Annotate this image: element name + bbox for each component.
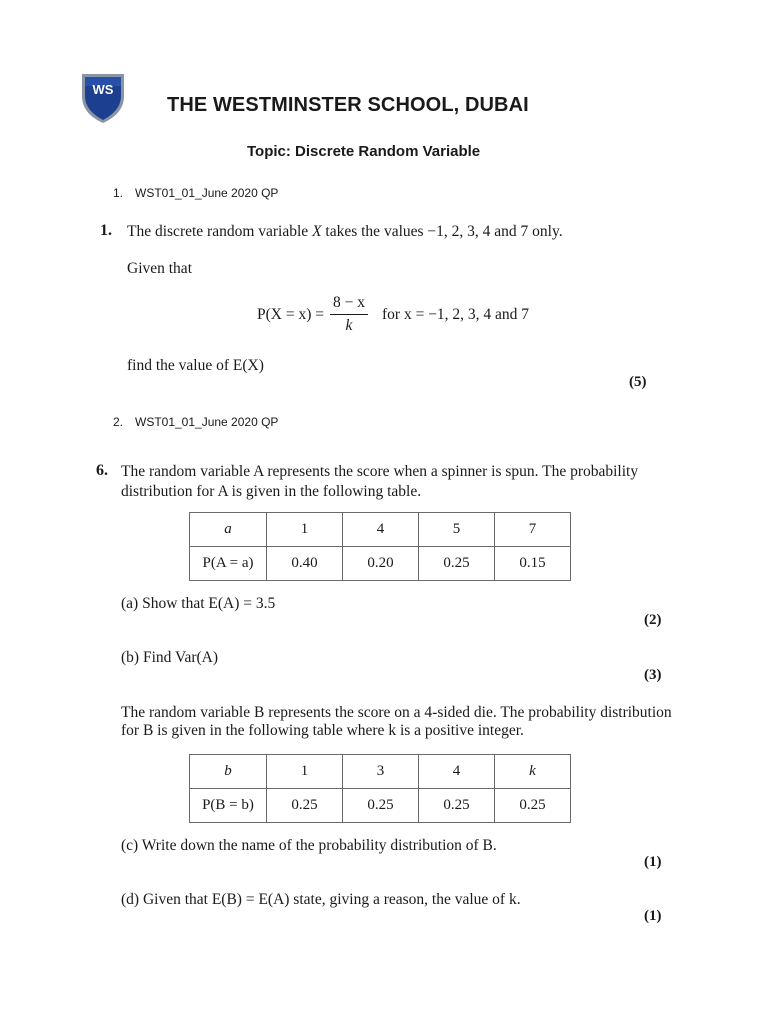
table-cell: k [495,755,571,789]
table-cell: 1 [267,513,343,547]
question-6-part-b: (b) Find Var(A) [121,649,219,666]
question-6-marks-d: (1) [644,908,662,924]
question-6-part-d: (d) Given that E(B) = E(A) state, giving a reason, the value of k. [121,891,521,908]
table-cell: 4 [419,755,495,789]
formula-fraction [330,294,368,335]
table-row [190,513,571,547]
question-6-part-c: (c) Write down the name of the probability distribution of B. [121,837,497,854]
logo-text: WS [92,82,114,97]
table-cell: 0.25 [343,789,419,823]
question-1-find: find the value of E(X) [127,357,264,374]
question-6-number: 6. [96,462,108,479]
question-1-stem: The discrete random variable X takes the values −1, 2, 3, 4 and 7 only. [127,223,563,240]
question-1-number: 1. [100,222,112,239]
question-6-intro-line2: distribution for A is given in the following table. [121,483,422,500]
table-cell: P(B = b) [190,789,267,823]
question-6-marks-a: (2) [644,612,662,628]
question-6-b-line2: for B is given in the following table where k is a positive integer. [121,722,524,739]
formula-numerator: 8 − x [330,294,368,315]
topic-heading: Topic: Discrete Random Variable [247,143,481,160]
table-cell: 1 [267,755,343,789]
table-cell: 0.25 [419,789,495,823]
table-cell: 3 [343,755,419,789]
school-logo-shield [80,70,126,124]
table-cell: 0.40 [267,547,343,581]
table-row [190,789,571,823]
table-cell: 0.25 [419,547,495,581]
formula-right: for x = −1, 2, 3, 4 and 7 [382,305,530,323]
probability-table-a [189,512,571,581]
formula-denominator: k [345,317,353,334]
question-1-marks: (5) [629,374,647,390]
question-6-part-a: (a) Show that E(A) = 3.5 [121,595,276,612]
table-cell: b [190,755,267,789]
question-6-intro-line1: The random variable A represents the score when a spinner is spun. The probability [121,463,639,480]
source-item-2 [113,415,278,429]
table-cell: 4 [343,513,419,547]
question-6-marks-c: (1) [644,854,662,870]
table-cell: 0.20 [343,547,419,581]
table-cell: 0.15 [495,547,571,581]
table-row [190,755,571,789]
table-row [190,547,571,581]
question-1-given: Given that [127,260,192,277]
table-cell: 7 [495,513,571,547]
source-label: WST01_01_June 2020 QP [135,415,279,429]
question-6-b-line1: The random variable B represents the score on a 4-sided die. The probability distribution [121,704,672,721]
table-cell: P(A = a) [190,547,267,581]
source-number: 2. [113,415,124,429]
probability-table-b [189,754,571,823]
table-cell: 5 [419,513,495,547]
source-label: WST01_01_June 2020 QP [135,186,279,200]
table-cell: 0.25 [267,789,343,823]
question-6-marks-b: (3) [644,667,662,683]
source-item-1 [113,186,278,200]
question-1-formula [257,294,529,335]
table-cell: 0.25 [495,789,571,823]
formula-left: P(X = x) = [257,305,324,323]
source-number: 1. [113,186,124,200]
table-cell: a [190,513,267,547]
school-name: THE WESTMINSTER SCHOOL, DUBAI [167,94,529,116]
